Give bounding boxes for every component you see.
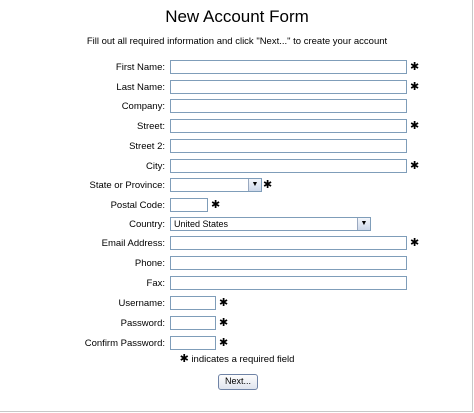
required-star-icon: ✱	[219, 317, 229, 329]
confirm-password-row	[0, 336, 474, 352]
postal-code-row	[0, 198, 474, 214]
state-select[interactable]	[170, 178, 262, 192]
phone-row	[0, 256, 474, 272]
company-field[interactable]	[170, 99, 407, 113]
required-star-icon: ✱	[179, 353, 189, 365]
last-name-label: Last Name:	[116, 82, 165, 93]
required-star-icon: ✱	[219, 297, 229, 309]
country-select[interactable]	[170, 217, 371, 231]
company-label: Company:	[121, 101, 165, 112]
required-field-note	[0, 352, 474, 365]
street-label: Street:	[137, 121, 165, 132]
form-instructions: Fill out all required information and click "Next..." to create your account	[86, 36, 388, 47]
page-title: New Account Form	[165, 7, 309, 26]
required-star-icon: ✱	[410, 237, 420, 249]
chevron-down-icon[interactable]: ▼	[248, 179, 261, 191]
fax-field[interactable]	[170, 276, 407, 290]
phone-label: Phone:	[134, 258, 165, 269]
postal-code-field[interactable]	[170, 198, 208, 212]
postal-code-label: Postal Code:	[110, 200, 165, 211]
first-name-row	[0, 60, 474, 76]
state-row	[0, 178, 474, 194]
last-name-field[interactable]	[170, 80, 407, 94]
required-star-icon: ✱	[410, 61, 420, 73]
email-row	[0, 236, 474, 252]
street2-row	[0, 139, 474, 155]
confirm-password-field[interactable]	[170, 336, 216, 350]
phone-field[interactable]	[170, 256, 407, 270]
password-label: Password:	[120, 318, 165, 329]
last-name-row	[0, 80, 474, 96]
required-star-icon: ✱	[410, 81, 420, 93]
country-label: Country:	[129, 219, 165, 230]
confirm-password-label: Confirm Password:	[84, 338, 165, 349]
first-name-label: First Name:	[115, 62, 165, 73]
street2-label: Street 2:	[129, 141, 165, 152]
required-star-icon: ✱	[211, 199, 221, 211]
country-select-value: United States	[174, 219, 229, 229]
first-name-field[interactable]	[170, 60, 407, 74]
country-row	[0, 217, 474, 233]
username-label: Username:	[118, 298, 165, 309]
username-field[interactable]	[170, 296, 216, 310]
password-row	[0, 316, 474, 332]
password-field[interactable]	[170, 316, 216, 330]
email-field[interactable]	[170, 236, 407, 250]
city-label: City:	[146, 161, 165, 172]
next-button[interactable]: Next...	[218, 374, 258, 390]
street-field[interactable]	[170, 119, 407, 133]
chevron-down-icon[interactable]: ▼	[357, 218, 370, 230]
username-row	[0, 296, 474, 312]
city-row	[0, 159, 474, 175]
fax-label: Fax:	[146, 278, 165, 289]
city-field[interactable]	[170, 159, 407, 173]
company-row	[0, 99, 474, 115]
required-star-icon: ✱	[263, 179, 273, 191]
required-star-icon: ✱	[219, 337, 229, 349]
street-row	[0, 119, 474, 135]
required-star-icon: ✱	[410, 120, 420, 132]
street2-field[interactable]	[170, 139, 407, 153]
required-note-text: indicates a required field	[191, 354, 295, 365]
fax-row	[0, 276, 474, 292]
required-star-icon: ✱	[410, 160, 420, 172]
email-label: Email Address:	[101, 238, 165, 249]
state-label: State or Province:	[89, 180, 165, 191]
